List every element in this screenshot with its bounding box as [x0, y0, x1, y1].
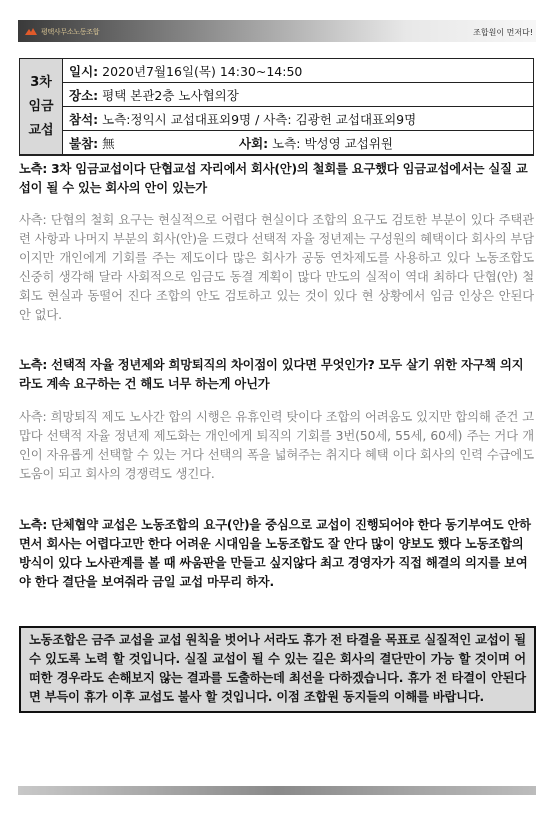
union-statement-3: 노측: 단체협약 교섭은 노동조합의 요구(안)을 중심으로 교섭이 진행되어야 한다 동기부여도 안하면서 회사는 어렵다고만 한다 어려운 시대임을 노동조합도 잘 안다 많이 양보도 했다 노동조합의 방식이 있다 노사관계를 볼 때 싸움판을 만들고 싶지않다 최고 경영자가 직접 해결의 의지를 보여야 한다 결단을 보여줘라 금일 교섭 마무리 하자.: [19, 518, 531, 589]
union-statement-2: 노측: 선택적 자율 정년제와 희망퇴직의 차이점이 있다면 무엇인가? 모두 살기 위한 자구책 의지라도 계속 요구하는 건 해도 너무 하는게 아닌가: [19, 358, 524, 391]
moderator-value: 노측: 박성영 교섭위원: [272, 135, 393, 151]
date-label: 일시:: [69, 63, 99, 79]
meeting-round-line-2: 임금: [28, 98, 54, 114]
logo-text: 평택사무소노동조합: [41, 28, 100, 36]
meeting-round-label: [20, 59, 63, 156]
attendees-value: 노측:정익시 교섭대표외9명 / 사측: 김광헌 교섭대표외9명: [102, 111, 417, 127]
company-response-1: 사측: 단협의 철회 요구는 현실적으로 어렵다 현실이다 조합의 요구도 검토한 부분이 있다 주택관련 사항과 나머지 부분의 회사(안)을 드렸다 선택적 자율 정년제는 구성원의 혜택이다 회사의 부담이지만 개인에게 기회를 주는 제도이다 많은 회사가 공동 연차제도를 사용하고 있다 노동조합도 신중히 생각해 달라 사회적으로 임금도 동결 계획이 많다 만도의 실적이 역대 최하다 단협(안) 철회도 현실과 동떨어 진다 조합의 안도 검토하고 있는 것이 있다 현 상황에서 임금 인상은 안된다 안 없다.: [19, 213, 534, 322]
absent-label: 불참:: [69, 135, 99, 151]
meeting-round-line-1: 3차: [30, 74, 52, 90]
footer-bar: [18, 786, 536, 795]
header-slogan: 조합원이 먼저다!: [473, 28, 533, 37]
union-statement-1: 노측: 3차 임금교섭이다 단협교섭 자리에서 회사(안)의 철회를 요구했다 임금교섭에서는 실질 교섭이 될 수 있는 회사의 안이 있는가: [19, 162, 528, 195]
date-value: 2020년7월16일(목) 14:30~14:50: [102, 63, 303, 79]
place-label: 장소:: [69, 87, 99, 103]
absent-moderator-cell: [63, 131, 534, 156]
place-value: 평택 본관2층 노사협의장: [102, 87, 239, 103]
union-logo-icon: [24, 27, 38, 37]
date-cell: [63, 59, 534, 83]
attendees-label: 참석:: [69, 111, 99, 127]
place-cell: [63, 83, 534, 107]
union-notice-box: 노동조합은 금주 교섭을 교섭 원칙을 벗어나 서라도 휴가 전 타결을 목표로 실질적인 교섭이 될 수 있도록 노력 할 것입니다. 실질 교섭이 될 수 있는 길은 회사의 결단만이 가능 할 것이며 어떠한 경우라도 손해보지 않는 결과를 도출하는데 최선을 다하겠습니다. 휴가 전 타결이 안된다면 부득이 휴가 이후 교섭도 불사 할 것입니다. 이점 조합원 동지들의 이해를 바랍니다.: [19, 626, 536, 713]
company-response-2: 사측: 희망퇴직 제도 노사간 합의 시행은 유휴인력 탓이다 조합의 어려움도 있지만 합의해 준건 고맙다 선택적 자율 정년제 제도화는 개인에게 퇴직의 기회를 3번(50세, 55세, 60세) 주는 거다 개인이 자유롭게 선택할 수 있는 거다 선택의 폭을 넓혀주는 취지다 혜택 이다 회사의 인력 수급에도 도움이 되고 회사의 경쟁력도 생긴다.: [19, 410, 534, 481]
attendees-cell: [63, 107, 534, 131]
meeting-round-line-3: 교섭: [28, 122, 54, 138]
meeting-info-table: [19, 58, 534, 156]
union-logo: [24, 26, 99, 38]
absent-value: 無: [102, 135, 115, 151]
moderator-label: 사회:: [239, 135, 269, 151]
